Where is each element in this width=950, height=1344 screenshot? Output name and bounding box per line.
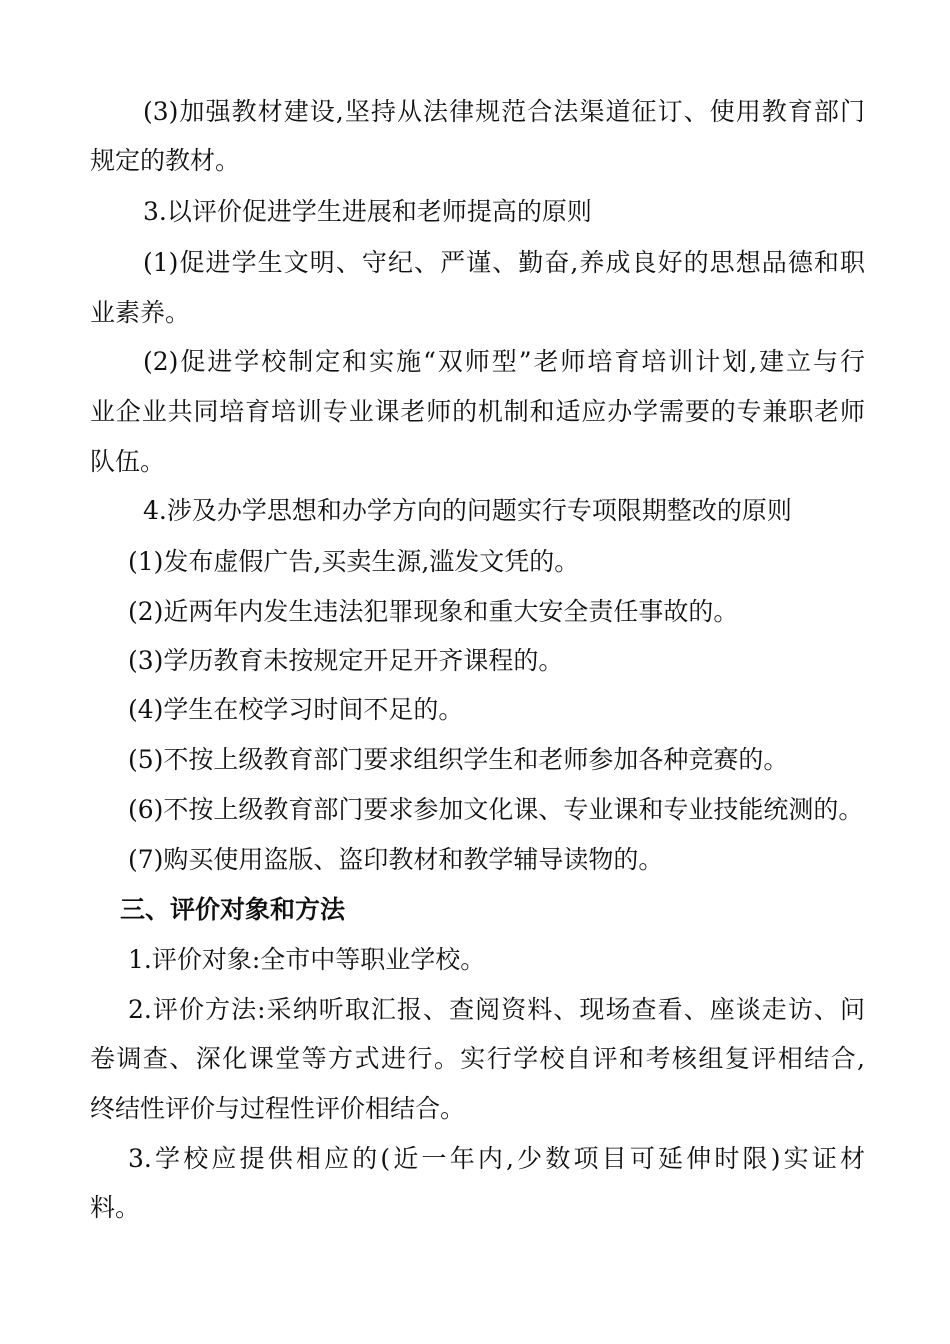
paragraph-line: 规定的教材。 bbox=[90, 146, 241, 175]
list-item: (7)购买使用盗版、盗印教材和教学辅导读物的。 bbox=[128, 845, 664, 874]
paragraph-line: 1.评价对象:全市中等职业学校。 bbox=[128, 945, 486, 974]
section-heading: 三、评价对象和方法 bbox=[120, 895, 346, 924]
paragraph-line: 3.学校应提供相应的(近一年内,少数项目可延伸时限)实证材 bbox=[128, 1144, 865, 1173]
list-item: (5)不按上级教育部门要求组织学生和老师参加各种竞赛的。 bbox=[128, 745, 789, 774]
section-subheading: 4.涉及办学思想和办学方向的问题实行专项限期整改的原则 bbox=[143, 496, 792, 525]
paragraph-line: 队伍。 bbox=[90, 447, 166, 476]
paragraph-line: 业素养。 bbox=[90, 298, 191, 327]
list-item: (2)近两年内发生违法犯罪现象和重大安全责任事故的。 bbox=[128, 597, 739, 626]
list-item: (4)学生在校学习时间不足的。 bbox=[128, 695, 464, 724]
paragraph-line: 2.评价方法:采纳听取汇报、查阅资料、现场查看、座谈走访、问 bbox=[128, 995, 865, 1024]
list-item: (3)学历教育未按规定开足开齐课程的。 bbox=[128, 646, 564, 675]
paragraph-line: 业企业共同培育培训专业课老师的机制和适应办学需要的专兼职老师 bbox=[90, 397, 865, 426]
paragraph-line: 料。 bbox=[90, 1193, 141, 1222]
list-item: (1)发布虚假广告,买卖生源,滥发文凭的。 bbox=[128, 547, 580, 576]
paragraph-line: (2)促进学校制定和实施“双师型”老师培育培训计划,建立与行 bbox=[143, 347, 865, 376]
paragraph-line: (3)加强教材建设,坚持从法律规范合法渠道征订、使用教育部门 bbox=[143, 97, 865, 126]
section-subheading: 3.以评价促进学生进展和老师提高的原则 bbox=[143, 197, 592, 226]
paragraph-line: (1)促进学生文明、守纪、严谨、勤奋,养成良好的思想品德和职 bbox=[143, 248, 865, 277]
list-item: (6)不按上级教育部门要求参加文化课、专业课和专业技能统测的。 bbox=[128, 795, 864, 824]
paragraph-line: 卷调查、深化课堂等方式进行。实行学校自评和考核组复评相结合, bbox=[90, 1044, 865, 1073]
paragraph-line: 终结性评价与过程性评价相结合。 bbox=[90, 1094, 466, 1123]
